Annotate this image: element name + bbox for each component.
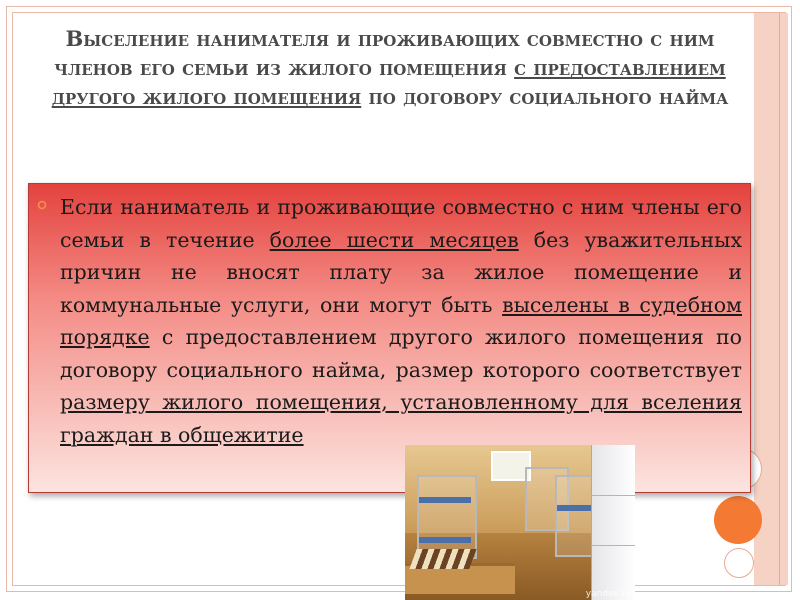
dormitory-photo (405, 445, 635, 600)
title-part-1: Выселение нанимателя и проживающих совместно с ним членов его семьи из жилого помещения (54, 26, 715, 80)
locker-divider (591, 495, 635, 496)
decor-circle-orange (714, 496, 762, 544)
content-box (28, 183, 751, 493)
mattress (419, 497, 471, 503)
body-part-1: Если наниматель и проживающие совместно с ним члены его семьи в течение (60, 195, 742, 252)
title-part-3: по договору социального найма (361, 84, 729, 109)
mattress (419, 537, 471, 543)
title-underlined-part: с предоставлением другого жилого помещения (51, 55, 726, 109)
body-underlined-size: размеру жилого помещения, установленному для вселения граждан в общежитие (60, 390, 742, 447)
locker-divider (591, 545, 635, 546)
decor-circle-bottom (724, 548, 754, 578)
bunk-bed-left (417, 475, 477, 559)
circle-bullet-icon (37, 198, 47, 214)
chessboard (409, 549, 476, 569)
body-underlined-duration: более шести месяцев (269, 227, 519, 252)
side-decoration-band (754, 13, 788, 585)
side-decoration-line (779, 13, 780, 585)
mattress (557, 505, 593, 511)
body-underlined-eviction: выселены в судебном порядке (60, 292, 742, 349)
body-part-5: с предоставлением другого жилого помещения по договору социального найма, размер которого соответствует (60, 325, 742, 382)
photo-watermark: yandex.ru (585, 589, 631, 599)
body-paragraph (60, 191, 742, 451)
locker-cabinet (591, 445, 635, 600)
body-part-3: без уважительных причин не вносят плату за жилое помещение и коммунальные услуги, они могут быть (60, 227, 743, 317)
slide-title (30, 24, 750, 111)
